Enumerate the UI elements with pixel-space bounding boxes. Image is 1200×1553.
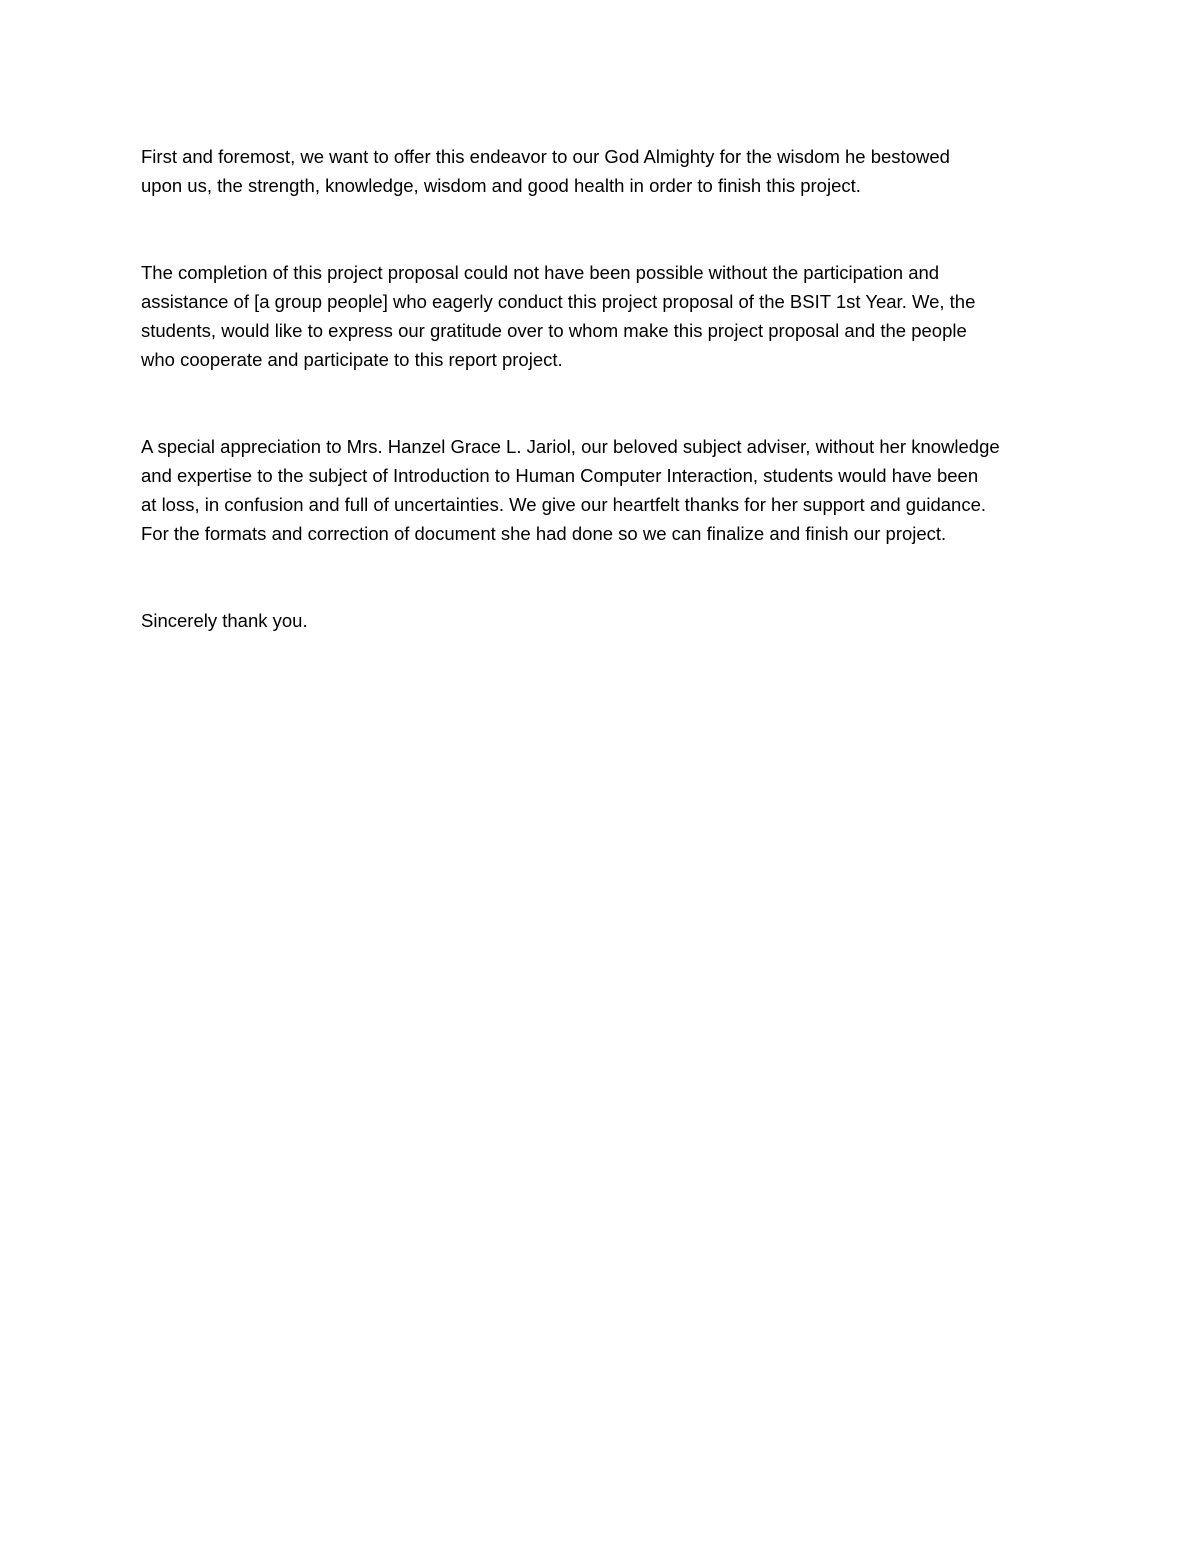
document-body: [141, 142, 1061, 635]
text-line: Sincerely thank you.: [141, 610, 308, 631]
paragraph-completion: [141, 258, 1061, 374]
text-line: students, would like to express our gratitude over to whom make this project proposal and the people: [141, 320, 967, 341]
text-line: The completion of this project proposal could not have been possible without the participation and: [141, 262, 940, 283]
text-line: assistance of [a group people] who eagerly conduct this project proposal of the BSIT 1st Year. We, the: [141, 291, 976, 312]
text-line: at loss, in confusion and full of uncertainties. We give our heartfelt thanks for her support and guidance.: [141, 494, 986, 515]
paragraph-appreciation: [141, 432, 1061, 548]
text-line: upon us, the strength, knowledge, wisdom and good health in order to finish this project.: [141, 175, 861, 196]
text-line: and expertise to the subject of Introduction to Human Computer Interaction, students would have been: [141, 465, 979, 486]
text-line: First and foremost, we want to offer this endeavor to our God Almighty for the wisdom he bestowed: [141, 146, 950, 167]
paragraph-closing: [141, 606, 1061, 635]
text-line: A special appreciation to Mrs. Hanzel Grace L. Jariol, our beloved subject adviser, without her knowledge: [141, 436, 1000, 457]
paragraph-dedication: [141, 142, 1061, 200]
text-line: who cooperate and participate to this report project.: [141, 349, 563, 370]
text-line: For the formats and correction of document she had done so we can finalize and finish our project.: [141, 523, 947, 544]
